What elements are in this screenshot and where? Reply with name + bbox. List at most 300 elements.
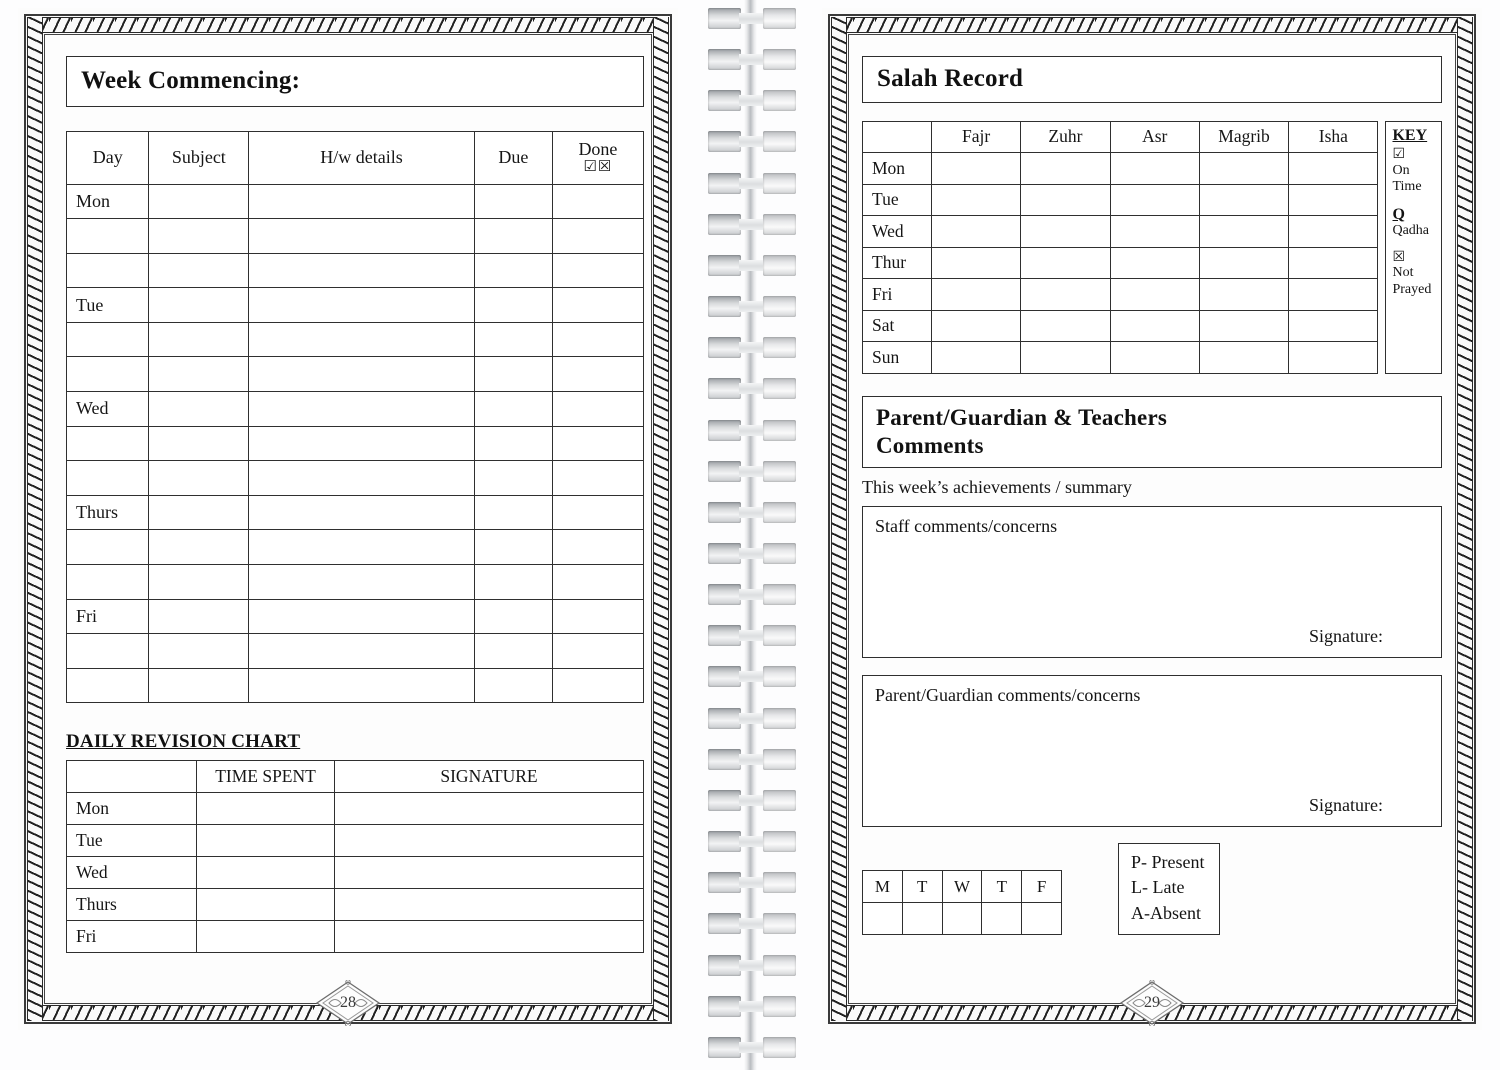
homework-day-blank [67,634,149,669]
revision-time-cell[interactable] [197,857,335,889]
salah-cell-isha[interactable] [1289,216,1378,248]
coil-bridge [739,589,765,600]
coil-bridge [739,178,765,189]
coil-bridge [739,260,765,271]
revision-chart-table[interactable] [66,760,644,953]
homework-cell-subject[interactable] [149,461,249,496]
homework-cell-done[interactable] [552,530,643,565]
homework-row[interactable] [67,668,644,703]
salah-cell-isha[interactable] [1289,310,1378,342]
salah-row[interactable] [863,216,1378,248]
homework-cell-subject[interactable] [149,219,249,254]
salah-cell-fajr[interactable] [932,310,1021,342]
coil-bridge [739,383,765,394]
homework-cell-due[interactable] [474,495,552,530]
salah-cell-zuhr[interactable] [1021,342,1110,374]
homework-cell-due[interactable] [474,565,552,600]
coil-bridge [739,136,765,147]
coil-bridge [739,795,765,806]
salah-row[interactable] [863,310,1378,342]
achievements-lead-text: This week’s achievements / summary [862,476,1132,497]
salah-row[interactable] [863,342,1378,374]
coil-left-segment [708,913,741,934]
coil-left-segment [708,708,741,729]
binding-coil [706,214,798,235]
revision-day-label: Fri [67,921,197,953]
coil-left-segment [708,255,741,276]
homework-day-label: Tue [67,288,149,323]
coil-right-segment [763,296,796,317]
coil-bridge [739,671,765,682]
coil-right-segment [763,461,796,482]
homework-cell-done[interactable] [552,634,643,669]
salah-cell-asr[interactable] [1110,153,1199,185]
coil-bridge [739,630,765,641]
homework-cell-details[interactable] [249,253,475,288]
staff-comments-label: Staff comments/concerns [875,515,1058,536]
header-due: Due [474,131,552,184]
homework-row[interactable] [67,495,644,530]
homework-row[interactable] [67,530,644,565]
homework-cell-subject[interactable] [149,599,249,634]
staff-comments-box[interactable] [862,506,1442,658]
salah-day-label: Tue [863,184,932,216]
homework-cell-done[interactable] [552,495,643,530]
salah-cell-magrib[interactable] [1199,247,1288,279]
coil-right-segment [763,872,796,893]
homework-day-blank [67,253,149,288]
salah-cell-fajr[interactable] [932,153,1021,185]
salah-header-row [863,121,1378,153]
header-details: H/w details [249,131,475,184]
coil-left-segment [708,955,741,976]
salah-cell-magrib[interactable] [1199,153,1288,185]
homework-body [67,184,644,703]
revision-row[interactable] [67,857,644,889]
homework-day-blank [67,461,149,496]
homework-cell-done[interactable] [552,219,643,254]
revision-signature-cell[interactable] [335,889,644,921]
binding-coil [706,831,798,852]
homework-cell-subject[interactable] [149,288,249,323]
coil-left-segment [708,337,741,358]
revision-time-cell[interactable] [197,825,335,857]
homework-day-blank [67,530,149,565]
binding-coil [706,502,798,523]
homework-cell-done[interactable] [552,357,643,392]
salah-cell-asr[interactable] [1110,310,1199,342]
attendance-header-row [863,871,1062,903]
coil-bridge [739,425,765,436]
homework-cell-details[interactable] [249,530,475,565]
salah-row[interactable] [863,279,1378,311]
border-braid-right-right [1457,17,1473,1021]
salah-cell-asr[interactable] [1110,184,1199,216]
homework-row[interactable] [67,322,644,357]
revision-signature-cell[interactable] [335,793,644,825]
coil-bridge [739,1001,765,1012]
key-qadha-icon: Q [1392,205,1405,223]
coil-right-segment [763,790,796,811]
homework-row[interactable] [67,253,644,288]
homework-cell-subject[interactable] [149,530,249,565]
left-page-content [66,56,644,978]
binding-coil [706,543,798,564]
header-done-label: Done [578,139,618,160]
key-ontime-icon: ☑ [1392,147,1406,163]
homework-cell-details[interactable] [249,668,475,703]
page-number-cartouche-28 [311,980,385,1026]
comments-banner[interactable] [862,396,1442,468]
coil-bridge [739,301,765,312]
homework-day-label: Wed [67,392,149,427]
coil-right-segment [763,378,796,399]
attendance-header-2: W [942,871,982,903]
coil-bridge [739,836,765,847]
coil-left-segment [708,584,741,605]
coil-left-segment [708,543,741,564]
salah-cell-zuhr[interactable] [1021,216,1110,248]
page-gutter-shadow [744,0,757,1070]
key-title: KEY [1392,126,1428,144]
homework-cell-subject[interactable] [149,634,249,669]
homework-cell-details[interactable] [249,495,475,530]
homework-cell-due[interactable] [474,634,552,669]
homework-row[interactable] [67,461,644,496]
coil-left-segment [708,214,741,235]
coil-bridge [739,342,765,353]
attendance-header-3: T [982,871,1022,903]
homework-cell-due[interactable] [474,668,552,703]
salah-header-magrib: Magrib [1199,121,1288,153]
binding-coil [706,584,798,605]
homework-cell-done[interactable] [552,288,643,323]
attendance-header-1: T [902,871,942,903]
salah-cell-isha[interactable] [1289,153,1378,185]
coil-right-segment [763,831,796,852]
salah-cell-magrib[interactable] [1199,279,1288,311]
attendance-cell-0[interactable] [863,903,903,935]
homework-cell-due[interactable] [474,184,552,219]
homework-cell-done[interactable] [552,322,643,357]
binding-coil [706,461,798,482]
attendance-cell-1[interactable] [902,903,942,935]
revision-time-cell[interactable] [197,793,335,825]
attendance-cell-3[interactable] [982,903,1022,935]
homework-day-label: Thurs [67,495,149,530]
homework-row[interactable] [67,634,644,669]
revision-row[interactable] [67,921,644,953]
homework-cell-details[interactable] [249,288,475,323]
salah-cell-zuhr[interactable] [1021,184,1110,216]
homework-row[interactable] [67,184,644,219]
page-number-right: 29 [1144,994,1160,1011]
homework-day-label: Mon [67,184,149,219]
comments-title-line1: Parent/Guardian & Teachers [876,404,1168,430]
binding-coil [706,90,798,111]
salah-day-label: Thur [863,247,932,279]
salah-key-legend [1385,121,1442,374]
homework-row[interactable] [67,288,644,323]
homework-day-blank [67,219,149,254]
salah-cell-isha[interactable] [1289,184,1378,216]
coil-right-segment [763,1037,796,1058]
border-braid-left [27,17,43,1021]
key-qadha-label: Qadha [1392,223,1430,239]
homework-cell-done[interactable] [552,565,643,600]
attendance-header-4: F [1022,871,1062,903]
attendance-header-0: M [863,871,903,903]
binding-coil [706,420,798,441]
revision-day-label: Tue [67,825,197,857]
homework-cell-details[interactable] [249,426,475,461]
homework-cell-done[interactable] [552,668,643,703]
coil-left-segment [708,173,741,194]
salah-cell-asr[interactable] [1110,342,1199,374]
salah-body [863,153,1378,374]
homework-cell-details[interactable] [249,392,475,427]
coil-right-segment [763,955,796,976]
homework-cell-done[interactable] [552,184,643,219]
salah-cell-magrib[interactable] [1199,216,1288,248]
salah-cell-magrib[interactable] [1199,342,1288,374]
coil-bridge [739,713,765,724]
homework-header-row [67,131,644,184]
salah-cell-asr[interactable] [1110,279,1199,311]
salah-cell-fajr[interactable] [932,216,1021,248]
salah-row[interactable] [863,153,1378,185]
parent-signature-label: Signature: [1309,794,1383,815]
spiral-binding [700,0,804,1070]
legend-present: P- Present [1131,851,1205,872]
binding-coil [706,296,798,317]
coil-right-segment [763,337,796,358]
parent-comments-box[interactable] [862,675,1442,827]
coil-bridge [739,466,765,477]
homework-table[interactable] [66,131,644,704]
homework-cell-details[interactable] [249,565,475,600]
salah-cell-fajr[interactable] [932,342,1021,374]
revision-day-label: Thurs [67,889,197,921]
revision-row[interactable] [67,889,644,921]
revision-day-label: Mon [67,793,197,825]
attendance-legend [1118,843,1220,936]
salah-day-label: Wed [863,216,932,248]
homework-row[interactable] [67,357,644,392]
homework-cell-due[interactable] [474,599,552,634]
salah-cell-isha[interactable] [1289,247,1378,279]
homework-cell-subject[interactable] [149,565,249,600]
attendance-table[interactable] [862,870,1062,935]
revision-header-row [67,761,644,793]
salah-cell-fajr[interactable] [932,184,1021,216]
homework-cell-subject[interactable] [149,668,249,703]
salah-cell-magrib[interactable] [1199,310,1288,342]
coil-left-segment [708,131,741,152]
homework-cell-done[interactable] [552,392,643,427]
homework-day-blank [67,322,149,357]
binding-coil [706,378,798,399]
coil-bridge [739,95,765,106]
homework-cell-subject[interactable] [149,322,249,357]
coil-left-segment [708,666,741,687]
homework-row[interactable] [67,392,644,427]
coil-left-segment [708,1037,741,1058]
revision-time-cell[interactable] [197,889,335,921]
right-page-content [862,56,1442,978]
salah-header-zuhr: Zuhr [1021,121,1110,153]
salah-header-isha: Isha [1289,121,1378,153]
homework-day-blank [67,357,149,392]
homework-cell-due[interactable] [474,426,552,461]
binding-coil [706,955,798,976]
salah-cell-zuhr[interactable] [1021,310,1110,342]
coil-right-segment [763,49,796,70]
binding-coil [706,749,798,770]
homework-cell-due[interactable] [474,392,552,427]
coil-left-segment [708,625,741,646]
homework-cell-due[interactable] [474,357,552,392]
salah-cell-fajr[interactable] [932,279,1021,311]
binding-coil [706,1037,798,1058]
binding-coil [706,173,798,194]
coil-bridge [739,960,765,971]
revision-header-time: TIME SPENT [197,761,335,793]
homework-day-label: Fri [67,599,149,634]
coil-bridge [739,13,765,24]
coil-right-segment [763,996,796,1017]
salah-day-label: Sat [863,310,932,342]
homework-row[interactable] [67,565,644,600]
salah-record-banner[interactable] [862,56,1442,103]
binding-coil [706,996,798,1017]
homework-cell-due[interactable] [474,288,552,323]
revision-chart-title: DAILY REVISION CHART [66,731,301,753]
revision-row[interactable] [67,825,644,857]
binding-coil [706,337,798,358]
salah-cell-asr[interactable] [1110,247,1199,279]
salah-row[interactable] [863,184,1378,216]
coil-right-segment [763,584,796,605]
homework-cell-details[interactable] [249,634,475,669]
page-number-left: 28 [340,994,356,1011]
binding-coil [706,913,798,934]
homework-cell-due[interactable] [474,530,552,565]
coil-left-segment [708,502,741,523]
revision-row[interactable] [67,793,644,825]
coil-right-segment [763,666,796,687]
coil-right-segment [763,131,796,152]
coil-left-segment [708,872,741,893]
revision-signature-cell[interactable] [335,857,644,889]
homework-cell-due[interactable] [474,253,552,288]
homework-row[interactable] [67,599,644,634]
coil-bridge [739,1042,765,1053]
homework-cell-due[interactable] [474,219,552,254]
coil-right-segment [763,708,796,729]
homework-cell-due[interactable] [474,322,552,357]
salah-cell-fajr[interactable] [932,247,1021,279]
homework-cell-subject[interactable] [149,253,249,288]
salah-cell-zuhr[interactable] [1021,247,1110,279]
salah-header-asr: Asr [1110,121,1199,153]
binding-coil [706,49,798,70]
coil-right-segment [763,749,796,770]
homework-cell-subject[interactable] [149,426,249,461]
homework-cell-details[interactable] [249,599,475,634]
homework-cell-done[interactable] [552,461,643,496]
comments-title-line2: Comments [876,432,984,458]
homework-row[interactable] [67,219,644,254]
coil-right-segment [763,8,796,29]
homework-cell-done[interactable] [552,426,643,461]
revision-time-cell[interactable] [197,921,335,953]
legend-late: L- Late [1131,877,1185,898]
attendance-cell-4[interactable] [1022,903,1062,935]
revision-body [67,793,644,953]
parent-comments-label: Parent/Guardian comments/concerns [875,684,1141,705]
coil-left-segment [708,790,741,811]
homework-cell-details[interactable] [249,184,475,219]
homework-cell-subject[interactable] [149,184,249,219]
salah-day-label: Sun [863,342,932,374]
homework-day-blank [67,668,149,703]
page-number-cartouche-29 [1115,980,1189,1026]
border-braid-right [653,17,669,1021]
homework-cell-subject[interactable] [149,357,249,392]
homework-cell-done[interactable] [552,599,643,634]
salah-row[interactable] [863,247,1378,279]
coil-bridge [739,754,765,765]
homework-cell-subject[interactable] [149,495,249,530]
revision-signature-cell[interactable] [335,825,644,857]
homework-cell-details[interactable] [249,461,475,496]
coil-bridge [739,507,765,518]
salah-cell-isha[interactable] [1289,279,1378,311]
binding-coil [706,8,798,29]
coil-right-segment [763,255,796,276]
revision-signature-cell[interactable] [335,921,644,953]
salah-cell-isha[interactable] [1289,342,1378,374]
coil-bridge [739,548,765,559]
left-page [18,8,678,1030]
salah-cell-zuhr[interactable] [1021,153,1110,185]
salah-table[interactable] [862,121,1378,374]
coil-left-segment [708,831,741,852]
homework-cell-due[interactable] [474,461,552,496]
week-commencing-banner[interactable] [66,56,644,107]
homework-row[interactable] [67,426,644,461]
key-ontime-label: On Time [1392,162,1422,195]
homework-cell-subject[interactable] [149,392,249,427]
homework-cell-details[interactable] [249,322,475,357]
binding-coil [706,708,798,729]
coil-left-segment [708,296,741,317]
attendance-section [862,843,1442,936]
salah-header-fajr: Fajr [932,121,1021,153]
homework-cell-done[interactable] [552,253,643,288]
salah-cell-asr[interactable] [1110,216,1199,248]
homework-cell-details[interactable] [249,219,475,254]
homework-cell-details[interactable] [249,357,475,392]
salah-cell-magrib[interactable] [1199,184,1288,216]
binding-coil [706,625,798,646]
binding-coil [706,131,798,152]
attendance-cell-2[interactable] [942,903,982,935]
coil-left-segment [708,996,741,1017]
header-subject: Subject [149,131,249,184]
salah-cell-zuhr[interactable] [1021,279,1110,311]
